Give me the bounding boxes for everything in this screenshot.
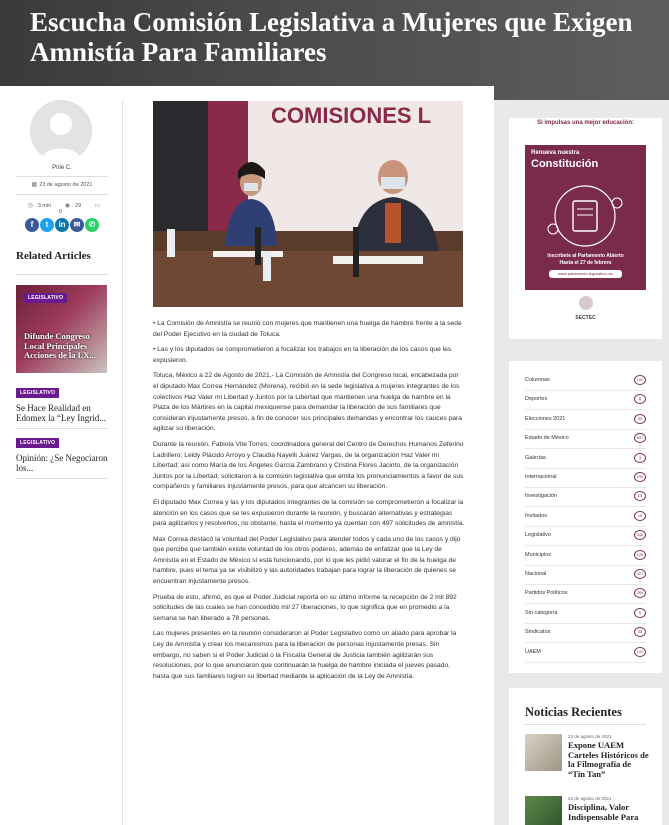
- category-item[interactable]: [525, 606, 646, 624]
- photo-banner-text: COMISIONES L: [271, 103, 432, 128]
- ad-cta: [525, 253, 646, 267]
- column-divider: [122, 100, 123, 825]
- category-name[interactable]: UAEM: [525, 648, 541, 655]
- category-count: 346: [634, 530, 646, 540]
- category-count: 102: [634, 375, 646, 385]
- article-photo: [153, 101, 463, 307]
- related-article-card[interactable]: [16, 285, 107, 373]
- twitter-icon[interactable]: t: [40, 218, 54, 232]
- eye-icon: ◉: [64, 203, 71, 209]
- book-icon: [545, 183, 625, 249]
- divider: [525, 565, 646, 566]
- ad-deadline: Hasta el 27 de febrero: [559, 260, 612, 266]
- sponsor-name: SECTEC: [575, 315, 596, 321]
- post-date: [16, 181, 108, 188]
- article-paragraph: Prueba de esto, afirmó, es que el Poder Judicial reporta en su último informe la recepción de 2 mil 892 solicitudes de las cuales se han concedido mil 27 liberaciones, lo que significa que en promedio a la semana se han liberado a 78 personas.: [153, 593, 457, 622]
- related-articles-title: Related Articles: [16, 250, 91, 262]
- category-item[interactable]: [525, 470, 646, 488]
- category-item[interactable]: [525, 567, 646, 585]
- category-name[interactable]: Investigación: [525, 493, 558, 500]
- calendar-icon: ▦: [31, 182, 38, 188]
- news-date: 23 de agosto de 2021: [568, 796, 612, 801]
- category-item[interactable]: [525, 645, 646, 663]
- category-count: 15: [634, 511, 646, 521]
- category-item[interactable]: [525, 431, 646, 449]
- news-date: 23 de agosto de 2021: [568, 734, 612, 739]
- read-time: 3 min: [37, 203, 52, 209]
- category-name[interactable]: Municipios: [525, 551, 551, 558]
- divider: [16, 194, 108, 195]
- related-article-title[interactable]: Opinión: ¿Se Negociaron los...: [16, 453, 108, 473]
- divider: [525, 429, 646, 430]
- divider: [525, 390, 646, 391]
- category-name[interactable]: Invitados: [525, 512, 548, 519]
- category-item[interactable]: [525, 586, 646, 604]
- avatar[interactable]: [30, 100, 92, 162]
- category-name[interactable]: Legislativo: [525, 532, 551, 539]
- news-title[interactable]: Disciplina, Valor Indispensable Para: [568, 802, 639, 822]
- category-name[interactable]: Nacional: [525, 571, 547, 577]
- related-article-item[interactable]: [16, 381, 108, 429]
- category-item[interactable]: [525, 548, 646, 566]
- news-thumbnail[interactable]: [525, 796, 562, 825]
- category-name[interactable]: Sin categoría: [525, 609, 558, 616]
- article-paragraph: Max Correa destacó la voluntad del Poder Legislativo para atender todos y cada uno de los casos y dijo que percibe que también existe voluntad de los otros poderes, además de enfatizar que la Ley de Amnistía en el Estado de México sí está funcionando, por lo que les pidió valorar el fin de la huelga de hambre, pues el tema ya se visibilizó y las autoridades trabajan para lograr la liberación de quienes se encuentran injustamente presos.: [153, 535, 461, 586]
- article-paragraph: Las mujeres presentes en la reunión consideraron al Poder Legislativo como un aliado para aprobar la Ley de Amnistía y crear los mecanismos para la liberación de personas injustamente presas. Sin embargo, no saben si el Poder Judicial o la Fiscalía General de Justicia también agilizarán sus resoluciones, por lo que anunciaron que continuarán la huelga de hambre iniciada el jueves pasado, hasta que sus familiares logren su libertad mediante la aplicación de la Ley de Amnistía.: [153, 630, 457, 680]
- divider: [525, 526, 646, 527]
- comment-icon: ▭: [94, 203, 101, 209]
- divider: [525, 724, 646, 725]
- share-buttons: [16, 214, 108, 232]
- divider: [525, 409, 646, 410]
- category-count: 3: [634, 453, 646, 463]
- category-count: 30: [634, 414, 646, 424]
- category-name[interactable]: Internacional: [525, 474, 557, 480]
- category-item[interactable]: [525, 373, 646, 391]
- category-item[interactable]: [525, 392, 646, 410]
- divider: [525, 506, 646, 507]
- divider: [525, 545, 646, 546]
- related-article-item[interactable]: [16, 431, 108, 479]
- article-body: [153, 319, 465, 687]
- category-item[interactable]: [525, 509, 646, 527]
- user-avatar-icon: [30, 100, 92, 162]
- category-item[interactable]: [525, 528, 646, 546]
- ad-banner[interactable]: [525, 120, 646, 290]
- category-badge[interactable]: LEGISLATIVO: [24, 293, 67, 303]
- category-name[interactable]: Sindicatos: [525, 629, 551, 636]
- category-count: 192: [634, 472, 646, 482]
- category-name[interactable]: Deportes: [525, 396, 548, 403]
- facebook-icon[interactable]: f: [25, 218, 39, 232]
- ad-link-button[interactable]: www.parlamento.legislativo.mx: [549, 270, 622, 278]
- category-count: 8: [634, 394, 646, 404]
- clock-icon: ◷: [27, 203, 33, 209]
- article-paragraph: El diputado Max Correa y las y los diputados integrantes de la comisión se comprometieron a focalizar la atención en los casos que se les expusieron durante la reunión, y buscarán alternativas y estrategias para agilizarlos y resolverlos, no obstante, hasta el momento ya cuentan con 497 solicitudes de amnistía.: [153, 498, 465, 528]
- comment-count: 0: [58, 209, 63, 215]
- divider: [525, 662, 646, 663]
- category-badge[interactable]: LEGISLATIVO: [16, 438, 59, 448]
- category-count: 697: [634, 433, 646, 443]
- related-article-title[interactable]: Se Hace Realidad en Edomex la “Ley Ingrid...: [16, 403, 106, 423]
- category-count: 125: [634, 550, 646, 560]
- email-icon[interactable]: ✉: [70, 218, 84, 232]
- ad-sponsor-logos: [525, 295, 646, 319]
- category-name[interactable]: Columnas: [525, 377, 550, 383]
- related-article-title[interactable]: Difunde Congreso Local Principales Acciones de la LX...: [24, 331, 96, 360]
- category-count: 427: [634, 569, 646, 579]
- news-thumbnail[interactable]: [525, 734, 562, 771]
- divider: [16, 478, 108, 479]
- view-count: 29: [75, 203, 82, 209]
- category-count: 264: [634, 588, 646, 598]
- divider: [16, 428, 108, 429]
- hero-header: [0, 0, 669, 100]
- category-badge[interactable]: LEGISLATIVO: [16, 388, 59, 398]
- category-name[interactable]: Partidos Políticos: [525, 590, 568, 597]
- divider: [525, 603, 646, 604]
- divider: [525, 584, 646, 585]
- category-name[interactable]: Galerías: [525, 454, 546, 461]
- ad-subtitle: Renueva nuestra: [531, 150, 580, 156]
- divider: [525, 487, 646, 488]
- article-bullet: • Las y los diputados se comprometieron a focalizar los trabajos en la liberación de los casos que les expusieron.: [153, 346, 452, 364]
- category-name[interactable]: Elecciones 2021: [525, 415, 566, 422]
- recent-news-title: Noticias Recientes: [525, 705, 622, 719]
- whatsapp-icon[interactable]: ✆: [85, 218, 99, 232]
- article-paragraph: Durante la reunión, Fabiola Vite Torres, coordinadora general del Centro de Derechos Humanos Zeferino Ladrillero; Leidy Plácido Arroyo y Claudia Nayelli Juárez Vargas, de la organización Haz Valer mi Libertad; así como María de los Ángeles García Zambrano y Cristina Flores Jacinto, de la organización Juntos por la Libertad, solicitaron a la comisión legislativa que emita los pronunciamientos a favor de sus compañeros y familiares injustamente presos, para que alcancen su liberación.: [153, 440, 464, 491]
- post-date-text: 23 de agosto de 2021: [39, 182, 93, 188]
- category-count: 19: [634, 491, 646, 501]
- ad-title: Constitución: [531, 158, 599, 170]
- divider: [525, 623, 646, 624]
- linkedin-icon[interactable]: in: [55, 218, 69, 232]
- article-paragraph: Toluca, México a 22 de Agosto de 2021.- La Comisión de Amnistía del Congreso local, encabezada por el diputado Max Correa Hernández (Morena), recibió en la sede legislativa a mujeres integrantes de los colectivos Haz Valer mi Libertad y Juntos por la Libertad que mantienen una huelga de hambre en la Plaza de los Mártires en la capital mexiquense para demandar la liberación de sus familiares que consideran injustamente presos, a fin de conocer sus principales demandas y encontrar los cauces para agilizar su liberación.: [153, 372, 462, 433]
- news-title[interactable]: Expone UAEM Carteles Históricos de la Filmografía de “Tin Tan”: [568, 740, 649, 779]
- ad-headline: Si impulsas una mejor educación:: [536, 120, 635, 126]
- category-name[interactable]: Estado de México: [525, 435, 569, 442]
- category-item[interactable]: [525, 625, 646, 643]
- ad-cta-text: Inscríbete al Parlamento Abierto: [547, 253, 624, 259]
- divider: [16, 176, 108, 177]
- divider: [16, 274, 108, 275]
- category-count: 6: [634, 608, 646, 618]
- category-count: 122: [634, 647, 646, 657]
- category-item[interactable]: [525, 412, 646, 430]
- author-name[interactable]: Prile C.: [52, 165, 72, 171]
- seal-icon: [579, 296, 593, 310]
- category-item[interactable]: [525, 451, 646, 469]
- article-title: Escucha Comisión Legislativa a Mujeres que Exigen Amnistía Para Familiares: [30, 7, 633, 67]
- article-bullet: • La Comisión de Amnistía se reunió con mujeres que mantienen una huelga de hambre frente a la sede del Poder Ejecutivo en la ciudad de Toluca.: [153, 320, 462, 338]
- divider: [525, 468, 646, 469]
- divider: [525, 642, 646, 643]
- category-count: 38: [634, 627, 646, 637]
- divider: [525, 448, 646, 449]
- category-item[interactable]: [525, 489, 646, 507]
